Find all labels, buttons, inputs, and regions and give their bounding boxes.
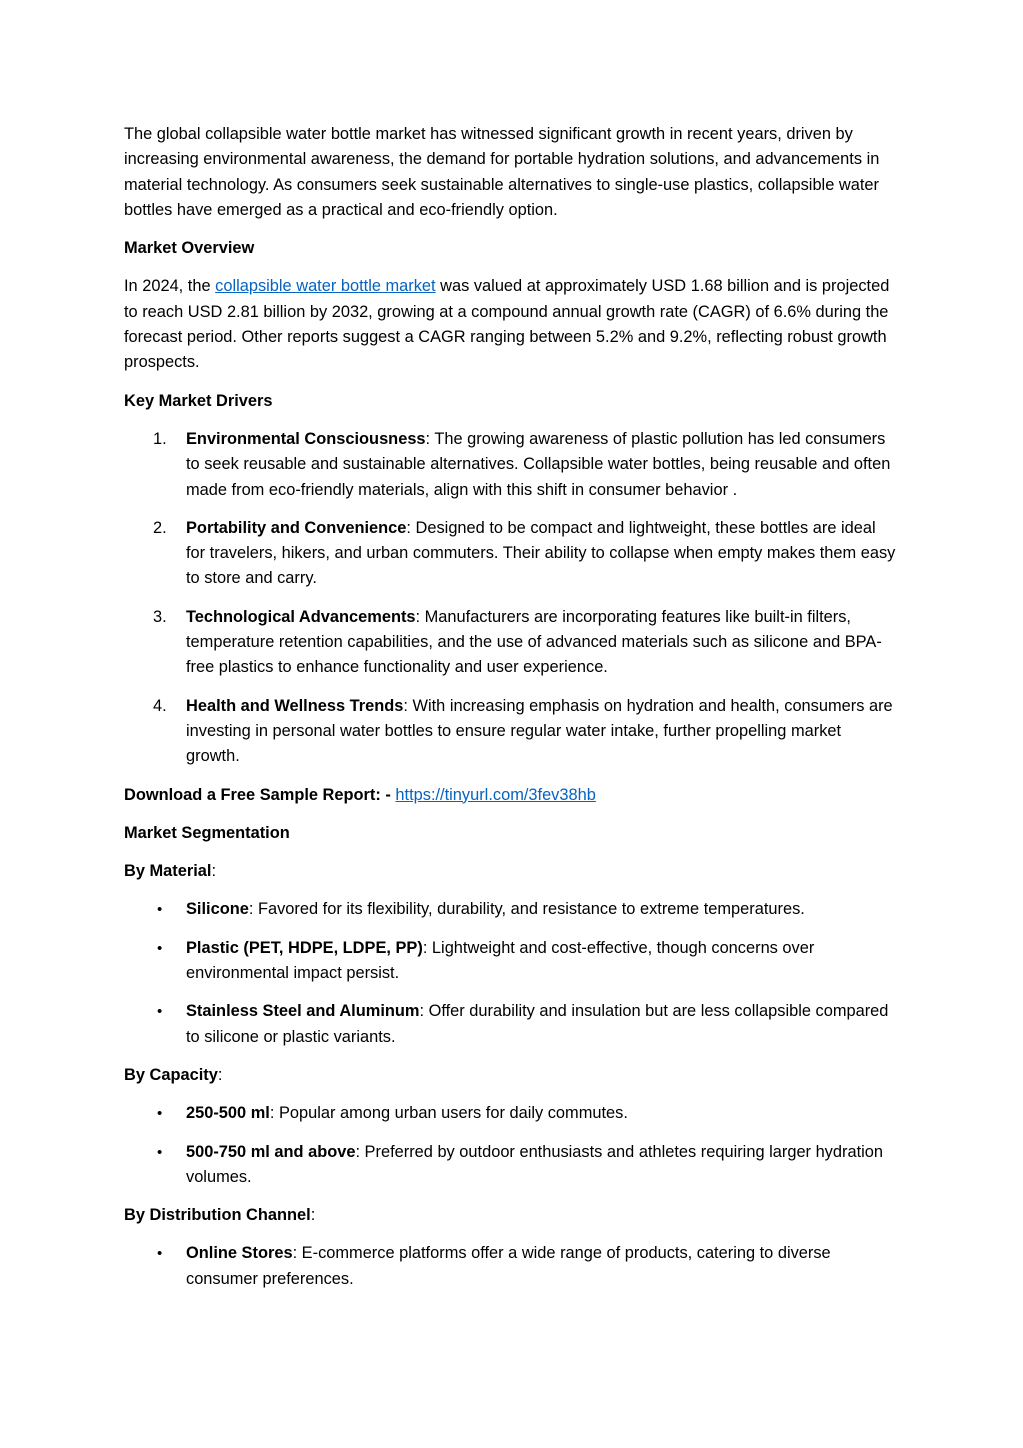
intro-paragraph: The global collapsible water bottle market has witnessed significant growth in recent years, driven by increasing environmental awareness, the demand for portable hydration solutions, and advancements in material technology. As consumers seek sustainable alternatives to single-use plastics, collapsible water bottles have emerged as a practical and eco-friendly option. — [124, 125, 880, 219]
driver-title: Health and Wellness Trends — [186, 696, 404, 715]
list-item — [124, 1241, 899, 1292]
list-item — [124, 936, 899, 987]
segment-text: : Lightweight and cost-effective, though concerns over environmental impact persist. — [186, 938, 815, 983]
key-drivers-heading: Key Market Drivers — [124, 391, 273, 410]
bullet-icon: • — [157, 1245, 163, 1263]
list-item — [124, 605, 899, 681]
drivers-list — [124, 427, 899, 770]
bullet-icon: • — [157, 1143, 163, 1161]
list-item — [124, 897, 899, 922]
list-item — [124, 1101, 899, 1126]
by-material-heading — [124, 859, 899, 884]
list-item — [124, 516, 899, 592]
heading-colon: : — [217, 1065, 223, 1084]
market-overview-paragraph — [124, 274, 899, 375]
driver-text: : The growing awareness of plastic pollution has led consumers to seek reusable and sustainable alternatives. Collapsible water bottles, being reusable and often made from eco-friendly materials, align with this shift in consumer behavior . — [186, 429, 891, 499]
driver-title: Technological Advancements — [186, 607, 416, 626]
document-page — [124, 122, 899, 1305]
list-item — [124, 999, 899, 1050]
segment-title: Plastic (PET, HDPE, LDPE, PP) — [186, 938, 423, 957]
list-number: 1. — [153, 429, 167, 448]
market-link[interactable]: collapsible water bottle market — [215, 277, 436, 296]
sample-report-link[interactable]: https://tinyurl.com/3fev38hb — [395, 785, 596, 804]
list-number: 2. — [153, 518, 167, 537]
capacity-list — [124, 1101, 899, 1190]
bullet-icon: • — [157, 901, 163, 919]
material-list — [124, 897, 899, 1049]
market-segmentation-heading: Market Segmentation — [124, 823, 290, 842]
distribution-list — [124, 1241, 899, 1292]
list-number: 4. — [153, 696, 167, 715]
driver-text: : With increasing emphasis on hydration and health, consumers are investing in personal water bottles to ensure regular water intake, further propelling market growth. — [186, 696, 893, 766]
segment-text: : Offer durability and insulation but are less collapsible compared to silicone or plastic variants. — [186, 1002, 889, 1046]
segment-text: : E-commerce platforms offer a wide range of products, catering to diverse consumer preferences. — [186, 1244, 831, 1288]
heading-colon: : — [310, 1206, 316, 1225]
by-distribution-label: By Distribution Channel — [124, 1206, 311, 1225]
market-overview-heading: Market Overview — [124, 239, 255, 258]
list-item — [124, 427, 899, 503]
segment-text: : Preferred by outdoor enthusiasts and athletes requiring larger hydration volumes. — [186, 1142, 883, 1186]
overview-text-start: In 2024, the — [124, 277, 216, 296]
segment-title: Online Stores — [186, 1244, 293, 1263]
segment-text: : Favored for its flexibility, durability, and resistance to extreme temperatures. — [248, 900, 805, 919]
download-line — [124, 783, 899, 808]
segment-title: Silicone — [186, 900, 249, 919]
by-capacity-label: By Capacity — [124, 1065, 218, 1084]
by-distribution-heading — [124, 1203, 899, 1228]
by-capacity-heading — [124, 1063, 899, 1088]
segment-title: Stainless Steel and Aluminum — [186, 1002, 420, 1021]
driver-title: Environmental Consciousness — [186, 429, 426, 448]
driver-title: Portability and Convenience — [186, 518, 407, 537]
segment-title: 250-500 ml — [186, 1104, 270, 1123]
list-number: 3. — [153, 607, 167, 626]
list-item — [124, 694, 899, 770]
bullet-icon: • — [157, 1003, 163, 1021]
driver-text: : Manufacturers are incorporating features like built-in filters, temperature retention capabilities, and the use of advanced materials such as silicone and BPA-free plastics to enhance functionality and user experience. — [186, 607, 882, 677]
segment-text: : Popular among urban users for daily commutes. — [269, 1104, 628, 1123]
overview-text-end: was valued at approximately USD 1.68 billion and is projected to reach USD 2.81 billion by 2032, growing at a compound annual growth rate (CAGR) of 6.6% during the forecast period. Other reports suggest a CAGR ranging between 5.2% and 9.2%, reflecting robust growth prospects. — [124, 277, 890, 372]
heading-colon: : — [211, 862, 217, 881]
list-item — [124, 1140, 899, 1191]
download-label: Download a Free Sample Report: - — [124, 785, 396, 804]
by-material-label: By Material — [124, 862, 212, 881]
segment-title: 500-750 ml and above — [186, 1142, 356, 1161]
bullet-icon: • — [157, 939, 163, 957]
bullet-icon: • — [157, 1105, 163, 1123]
driver-text: : Designed to be compact and lightweight, these bottles are ideal for travelers, hikers, and urban commuters. Their ability to collapse when empty makes them easy to store and carry. — [186, 518, 896, 588]
